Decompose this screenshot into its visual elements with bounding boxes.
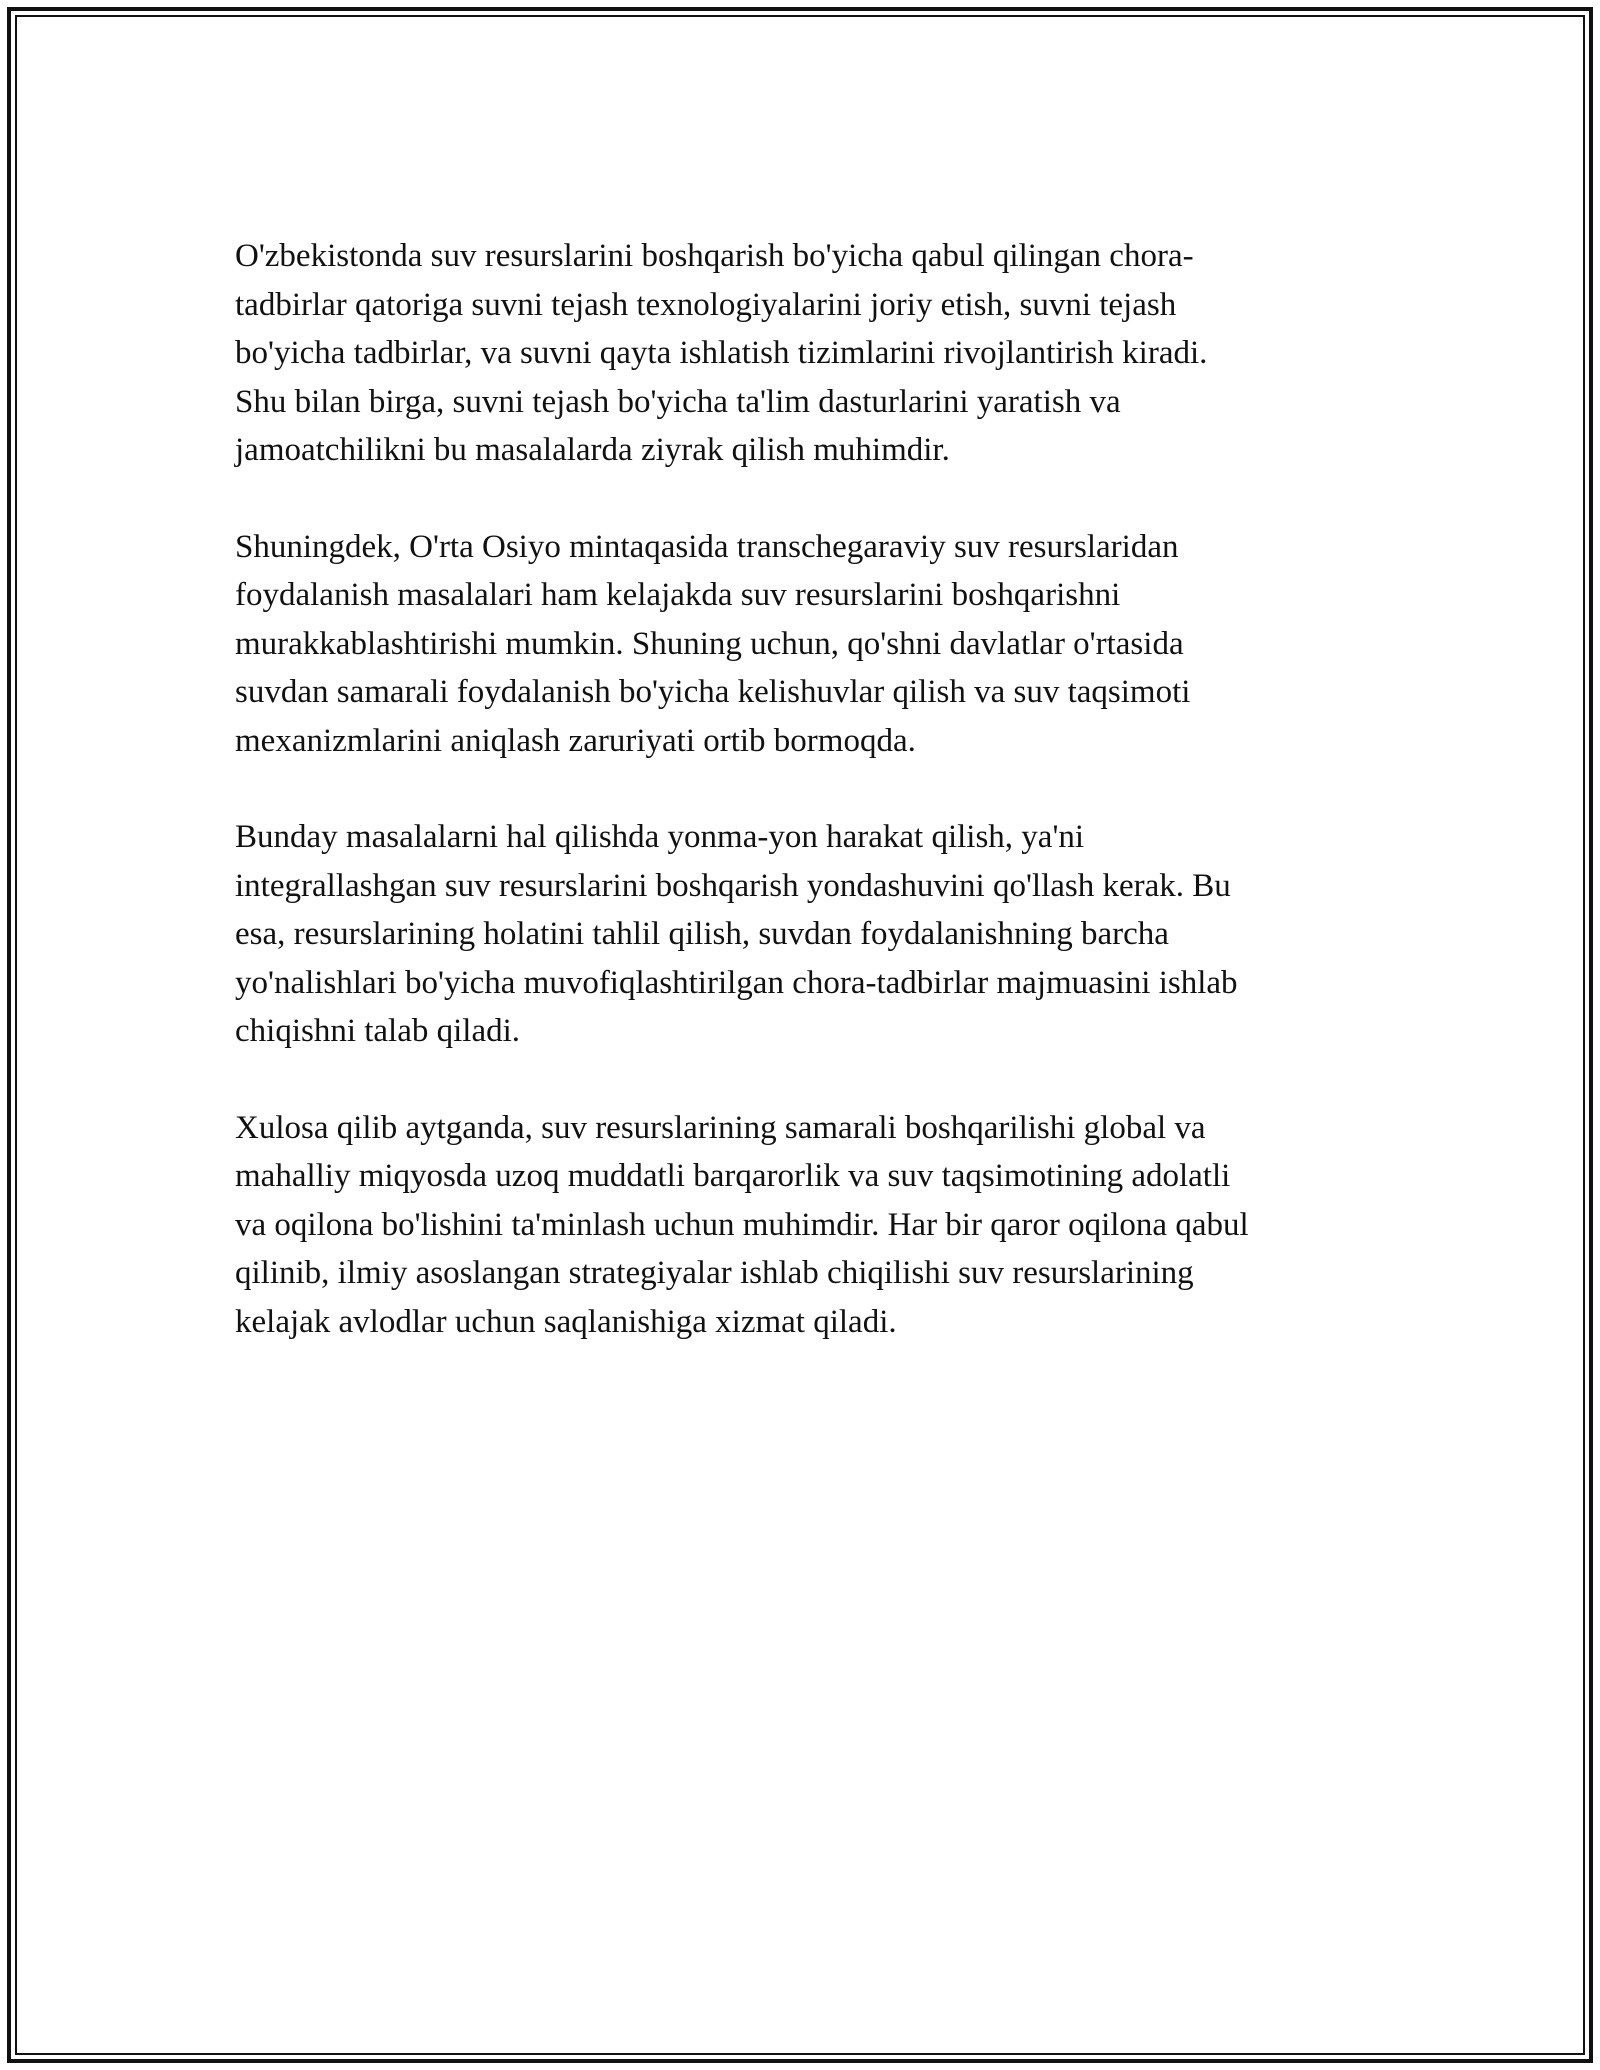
paragraph-1 [235,232,1375,475]
paragraph-line: qilinib, ilmiy asoslangan strategiyalar ishlab chiqilishi suv resurslarining [235,1255,1194,1291]
paragraph-line: va oqilona bo'lishini ta'minlash uchun muhimdir. Har bir qaror oqilona qabul [235,1206,1249,1243]
paragraph-line: jamoatchilikni bu masalalarda ziyrak qilish muhimdir. [235,432,950,468]
paragraph-line: Shuningdek, O'rta Osiyo mintaqasida transchegaraviy suv resurslaridan [235,528,1179,565]
paragraph-line: bo'yicha tadbirlar, va suvni qayta ishlatish tizimlarini rivojlantirish kiradi. [235,335,1208,371]
paragraph-2 [235,523,1375,766]
paragraph-line: O'zbekistonda suv resurslarini boshqarish bo'yicha qabul qilingan chora- [235,238,1194,274]
paragraph-line: Bunday masalalarni hal qilishda yonma-yon harakat qilish, ya'ni [235,819,1085,855]
paragraph-line: Shu bilan birga, suvni tejash bo'yicha ta'lim dasturlarini yaratish va [235,383,1121,420]
paragraph-3 [235,813,1375,1056]
paragraph-line: murakkablashtirishi mumkin. Shuning uchun, qo'shni davlatlar o'rtasida [235,625,1184,662]
paragraph-line: yo'nalishlari bo'yicha muvofiqlashtirilgan chora-tadbirlar majmuasini ishlab [235,964,1238,1001]
paragraph-line: integrallashgan suv resurslarini boshqarish yondashuvini qo'llash kerak. Bu [235,867,1231,904]
paragraph-line: kelajak avlodlar uchun saqlanishiga xizmat qiladi. [235,1303,897,1340]
paragraph-line: foydalanish masalalari ham kelajakda suv resurslarini boshqarishni [235,577,1121,613]
paragraph-4 [235,1104,1375,1347]
paragraph-line: Xulosa qilib aytganda, suv resurslarining samarali boshqarilishi global va [235,1109,1206,1146]
paragraph-line: esa, resurslarining holatini tahlil qilish, suvdan foydalanishning barcha [235,916,1169,952]
paragraph-line: chiqishni talab qiladi. [235,1013,521,1049]
paragraph-line: mahalliy miqyosda uzoq muddatli barqarorlik va suv taqsimotining adolatli [235,1158,1231,1194]
paragraph-line: tadbirlar qatoriga suvni tejash texnologiyalarini joriy etish, suvni tejash [235,286,1177,323]
paragraph-line: suvdan samarali foydalanish bo'yicha kelishuvlar qilish va suv taqsimoti [235,674,1191,710]
document-body [235,232,1375,1394]
paragraph-line: mexanizmlarini aniqlash zaruriyati ortib bormoqda. [235,722,916,759]
